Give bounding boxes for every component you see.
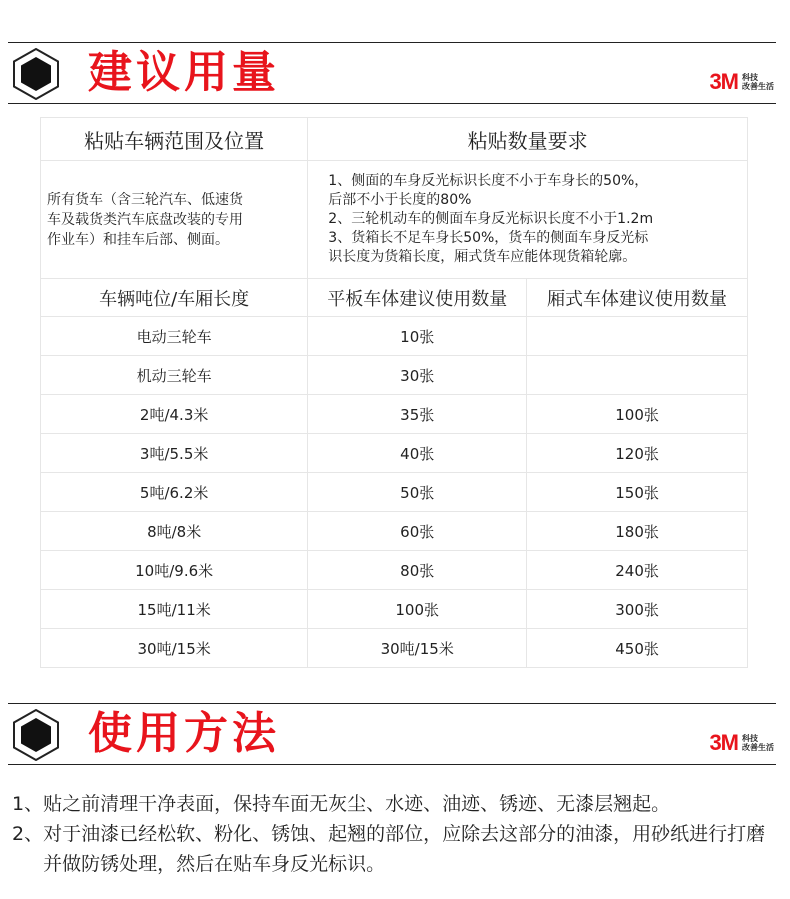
brand-tagline: 科技 改善生活: [742, 73, 774, 91]
table-row: 电动三轮车 10张: [41, 317, 748, 356]
usage-instructions: [12, 789, 782, 879]
divider: [8, 764, 776, 765]
table-row: 2吨/4.3米 35张 100张: [41, 395, 748, 434]
dosage-table: [40, 117, 748, 668]
brand-tagline: 科技 改善生活: [742, 734, 774, 752]
table-row: 8吨/8米 60张 180张: [41, 512, 748, 551]
column-header-tonnage: 车辆吨位/车厢长度: [41, 279, 308, 317]
3m-logo: 3M: [709, 69, 738, 94]
table-row: 15吨/11米 100张 300张: [41, 590, 748, 629]
requirement-description: 1、侧面的车身反光标识长度不小于车身长的50%， 后部不小于长度的80% 2、三轮机动车的侧面车身反光标识长度不小于1.2m 3、货箱长不足车身长50%，货车的侧面车身反光标 识长度为货箱长度，厢式货车应能体现货箱轮廓。: [308, 161, 748, 279]
brand-3m: [709, 69, 774, 94]
divider: [8, 42, 776, 43]
list-item: 1、 贴之前清理干净表面，保持车面无灰尘、水迹、油迹、锈迹、无漆层翘起。: [12, 793, 671, 815]
scope-description: 所有货车（含三轮汽车、低速货 车及载货类汽车底盘改装的专用 作业车）和挂车后部、侧面。: [41, 161, 308, 279]
column-header-box: 厢式车体建议使用数量: [527, 279, 748, 317]
section-title: 使用方法: [88, 708, 280, 759]
table-row: 机动三轮车 30张: [41, 356, 748, 395]
divider: [8, 703, 776, 704]
section-title: 建议用量: [88, 47, 280, 98]
table-row: 10吨/9.6米 80张 240张: [41, 551, 748, 590]
section-header-usage: [0, 703, 790, 765]
table-row: 5吨/6.2米 50张 150张: [41, 473, 748, 512]
list-item: 2、 对于油漆已经松软、粉化、锈蚀、起翘的部位，应除去这部分的油漆，用砂纸进行打磨并做防锈处理，然后在贴车身反光标识。: [12, 823, 766, 875]
section-header-dosage: [0, 42, 790, 104]
header-requirement: 粘贴数量要求: [308, 118, 748, 161]
brand-3m: [709, 730, 774, 755]
header-scope: 粘贴车辆范围及位置: [41, 118, 308, 161]
hexagon-icon: [10, 48, 62, 100]
divider: [8, 103, 776, 104]
column-header-flatbed: 平板车体建议使用数量: [308, 279, 527, 317]
hexagon-icon: [10, 709, 62, 761]
3m-logo: 3M: [709, 730, 738, 755]
table-row: 30吨/15米 30吨/15米 450张: [41, 629, 748, 668]
table-row: 3吨/5.5米 40张 120张: [41, 434, 748, 473]
